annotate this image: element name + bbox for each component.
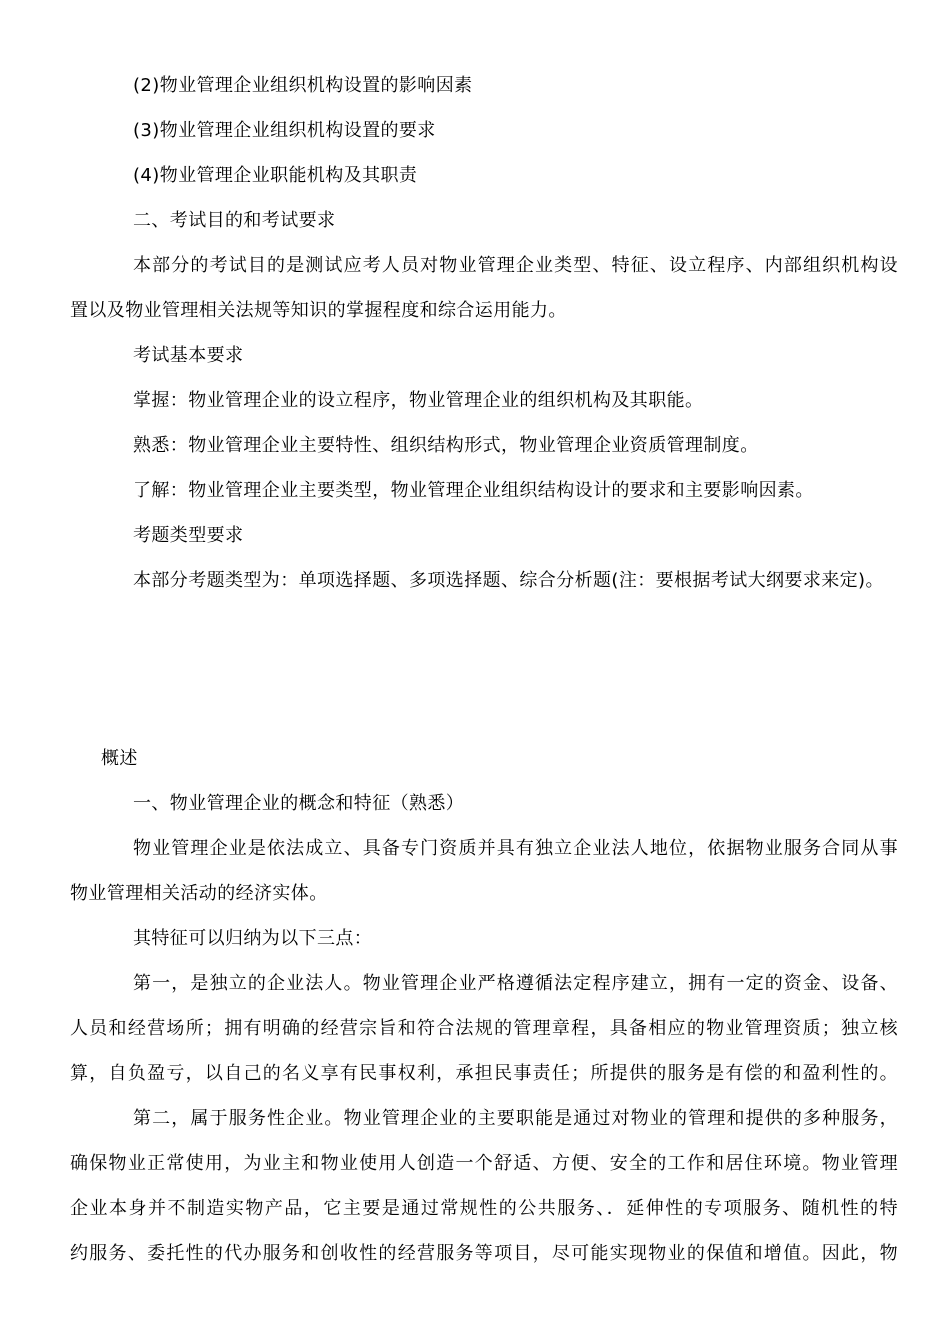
section-heading-concept: 一、物业管理企业的概念和特征（熟悉）	[133, 793, 465, 814]
requirement-familiar: 熟悉：物业管理企业主要特性、组织结构形式，物业管理企业资质管理制度。	[133, 435, 759, 456]
paragraph-feature-2-line-1: 第二，属于服务性企业。物业管理企业的主要职能是通过对物业的管理和提供的多种服务，	[133, 1108, 898, 1129]
paragraph-feature-1-line-3: 算，自负盈亏，以自己的名义享有民事权利，承担民事责任；所提供的服务是有偿的和盈利性的。	[70, 1063, 898, 1084]
section-heading-exam-goals: 二、考试目的和考试要求	[133, 210, 336, 231]
requirement-understand: 了解：物业管理企业主要类型，物业管理企业组织结构设计的要求和主要影响因素。	[133, 480, 814, 501]
paragraph-definition-line-2: 物业管理相关活动的经济实体。	[70, 883, 328, 904]
paragraph-feature-2-line-3: 企业本身并不制造实物产品，它主要是通过常规性的公共服务、．延伸性的专项服务、随机性的特	[70, 1198, 898, 1219]
question-types-text: 本部分考题类型为：单项选择题、多项选择题、综合分析题(注：要根据考试大纲要求来定)。	[133, 570, 884, 591]
paragraph-feature-2-line-2: 确保物业正常使用，为业主和物业使用人创造一个舒适、方便、安全的工作和居住环境。物业管理	[70, 1153, 898, 1174]
paragraph-definition-line-1: 物业管理企业是依法成立、具备专门资质并具有独立企业法人地位，依据物业服务合同从事	[133, 838, 898, 859]
paragraph-exam-goals-line-2: 置以及物业管理相关法规等知识的掌握程度和综合运用能力。	[70, 300, 567, 321]
subheading-basic-requirements: 考试基本要求	[133, 345, 244, 366]
exam-item-2: (2)物业管理企业组织机构设置的影响因素	[133, 75, 473, 96]
paragraph-feature-1-line-1: 第一，是独立的企业法人。物业管理企业严格遵循法定程序建立，拥有一定的资金、设备、	[133, 973, 898, 994]
exam-item-3: (3)物业管理企业组织机构设置的要求	[133, 120, 436, 141]
paragraph-feature-1-line-2: 人员和经营场所；拥有明确的经营宗旨和符合法规的管理章程，具备相应的物业管理资质；独立核	[70, 1018, 898, 1039]
overview-heading: 概述	[101, 748, 138, 769]
subheading-question-types: 考题类型要求	[133, 525, 244, 546]
requirement-master: 掌握：物业管理企业的设立程序，物业管理企业的组织机构及其职能。	[133, 390, 704, 411]
paragraph-exam-goals-line-1: 本部分的考试目的是测试应考人员对物业管理企业类型、特征、设立程序、内部组织机构设	[133, 255, 898, 276]
paragraph-features-intro: 其特征可以归纳为以下三点：	[133, 928, 373, 949]
exam-item-4: (4)物业管理企业职能机构及其职责	[133, 165, 418, 186]
paragraph-feature-2-line-4: 约服务、委托性的代办服务和创收性的经营服务等项目，尽可能实现物业的保值和增值。因此，物	[70, 1243, 898, 1264]
